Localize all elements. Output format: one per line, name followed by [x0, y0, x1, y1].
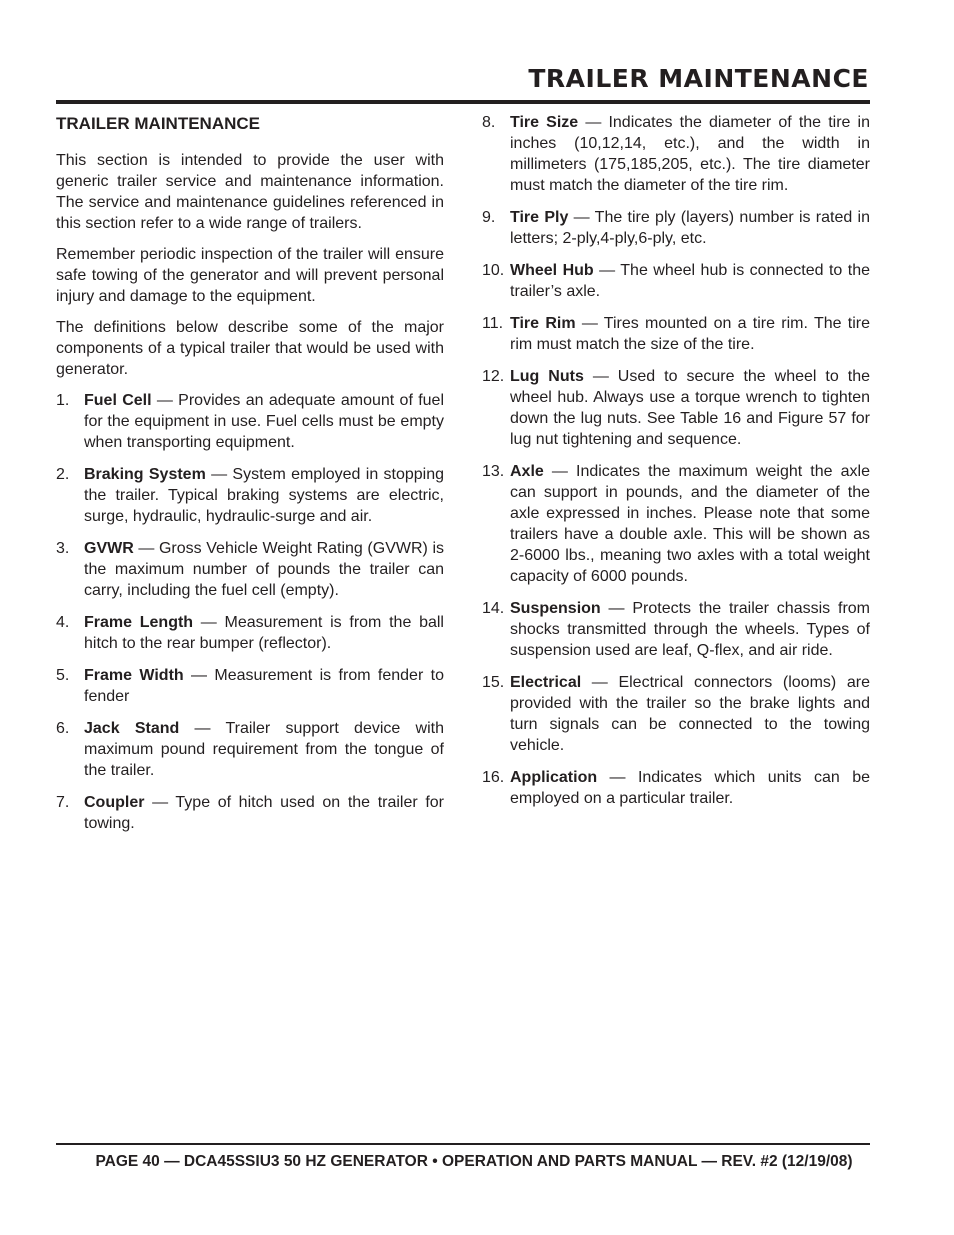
item-body — [510, 260, 870, 302]
item-number: 13. — [482, 463, 505, 480]
definitions-paragraph: The definitions below describe some of the major components of a typical trailer that would be used with generator. — [56, 319, 444, 378]
item-body — [84, 390, 444, 453]
list-item — [482, 366, 870, 450]
list-item — [482, 313, 870, 355]
intro-paragraph: This section is intended to provide the user with generic trailer service and maintenance information. The service and maintenance guidelines referenced in this section refer to a wide range of trailers. — [56, 152, 444, 232]
list-item — [56, 612, 444, 654]
page-footer: PAGE 40 — DCA45SSIU3 50 HZ GENERATOR • OPERATION AND PARTS MANUAL — REV. #2 (12/19/08) — [95, 1153, 853, 1170]
item-text: — Measurement is from the ball hitch to the rear bumper (reflector). — [84, 614, 444, 652]
item-term: Jack Stand — [84, 720, 180, 737]
list-item — [482, 672, 870, 756]
item-term: Tire Rim — [510, 315, 576, 332]
item-text: — Protects the trailer chassis from shocks transmitted through the wheels. Types of suspension used are leaf, Q-flex, and air ride. — [510, 600, 870, 659]
item-body — [510, 313, 870, 355]
item-term: Tire Size — [510, 114, 579, 131]
inspection-paragraph: Remember periodic inspection of the trailer will ensure safe towing of the generator and will prevent personal injury and damage to the equipment. — [56, 246, 444, 305]
item-number: 15. — [482, 674, 505, 691]
item-body — [510, 767, 870, 809]
item-body — [510, 461, 870, 587]
item-text: — System employed in stopping the trailer. Typical braking systems are electric, surge, hydraulic, hydraulic-surge and air. — [84, 466, 445, 525]
item-text: — Gross Vehicle Weight Rating (GVWR) is the maximum number of pounds the trailer can carry, including the fuel cell (empty). — [84, 540, 444, 599]
item-text: — Provides an adequate amount of fuel for the equipment in use. Fuel cells must be empty when transporting equipment. — [84, 392, 444, 451]
item-text: — The tire ply (layers) number is rated in letters; 2-ply,4-ply,6-ply, etc. — [510, 209, 871, 247]
page-title: TRAILER MAINTENANCE — [528, 64, 869, 93]
item-body — [84, 538, 444, 601]
list-item — [482, 461, 870, 587]
item-number: 6. — [56, 720, 70, 737]
list-item — [56, 464, 444, 527]
item-term: Frame Length — [84, 614, 194, 631]
item-text: — Tires mounted on a tire rim. The tire rim must match the size of the tire. — [510, 315, 871, 353]
item-body — [84, 665, 444, 707]
item-text: — Type of hitch used on the trailer for towing. — [84, 794, 444, 832]
item-term: Application — [510, 769, 598, 786]
item-number: 16. — [482, 769, 505, 786]
item-number: 8. — [482, 114, 496, 131]
list-item — [482, 112, 870, 196]
item-body — [510, 207, 870, 249]
item-number: 3. — [56, 540, 70, 557]
item-term: Wheel Hub — [510, 262, 594, 279]
item-text: — Measurement is from fender to fender — [84, 667, 445, 705]
item-body — [510, 598, 870, 661]
item-number: 4. — [56, 614, 70, 631]
item-number: 11. — [482, 315, 504, 332]
footer-rule — [56, 1143, 870, 1145]
item-term: Suspension — [510, 600, 601, 617]
list-item — [482, 767, 870, 809]
list-item — [56, 665, 444, 707]
item-body — [84, 612, 444, 654]
item-term: Lug Nuts — [510, 368, 584, 385]
list-item — [56, 792, 444, 834]
item-number: 2. — [56, 466, 70, 483]
item-term: Frame Width — [84, 667, 184, 684]
item-term: Axle — [510, 463, 544, 480]
item-text: — Indicates the maximum weight the axle can support in pounds, and the diameter of the axle expressed in inches. Please note that some trailers have a double axle. This will be shown as 2-6000 lbs., meaning two axles with a total weight capacity of 6000 pounds. — [510, 463, 870, 585]
item-number: 10. — [482, 262, 505, 279]
right-column — [482, 112, 870, 820]
item-body — [84, 718, 444, 781]
definition-list-left — [56, 390, 444, 834]
item-text: — Electrical connectors (looms) are provided with the trailer so the brake lights and turn signals can be connected to the towing vehicle. — [510, 674, 870, 754]
item-body — [510, 672, 870, 756]
item-number: 12. — [482, 368, 505, 385]
list-item — [56, 538, 444, 601]
item-text: — Indicates the diameter of the tire in inches (10,12,14, etc.), and the width in millimeters (175,185,205, etc.). The tire diameter must match the diameter of the tire rim. — [510, 114, 871, 194]
item-number: 7. — [56, 794, 70, 811]
item-body — [84, 792, 444, 834]
header-rule — [56, 100, 870, 104]
list-item — [56, 718, 444, 781]
section-heading: TRAILER MAINTENANCE — [56, 114, 260, 133]
item-term: Braking System — [84, 466, 206, 483]
item-term: Electrical — [510, 674, 582, 691]
list-item — [482, 260, 870, 302]
item-term: Tire Ply — [510, 209, 569, 226]
item-number: 14. — [482, 600, 505, 617]
item-term: Fuel Cell — [84, 392, 152, 409]
item-text: — Used to secure the wheel to the wheel hub. Always use a torque wrench to tighten down the lug nuts. See Table 16 and Figure 57 for lug nut tightening and sequence. — [510, 368, 870, 448]
item-term: GVWR — [84, 540, 134, 557]
item-body — [510, 112, 870, 196]
left-column — [56, 112, 444, 845]
list-item — [482, 598, 870, 661]
item-number: 9. — [482, 209, 496, 226]
item-text: — Indicates which units can be employed on a particular trailer. — [510, 769, 870, 807]
item-text: — Trailer support device with maximum pound requirement from the tongue of the trailer. — [84, 720, 445, 779]
list-item — [482, 207, 870, 249]
item-body — [510, 366, 870, 450]
list-item — [56, 390, 444, 453]
item-body — [84, 464, 444, 527]
item-number: 5. — [56, 667, 70, 684]
item-number: 1. — [56, 392, 70, 409]
item-text: — The wheel hub is connected to the trailer’s axle. — [510, 262, 870, 300]
item-term: Coupler — [84, 794, 145, 811]
definition-list-right — [482, 112, 870, 809]
